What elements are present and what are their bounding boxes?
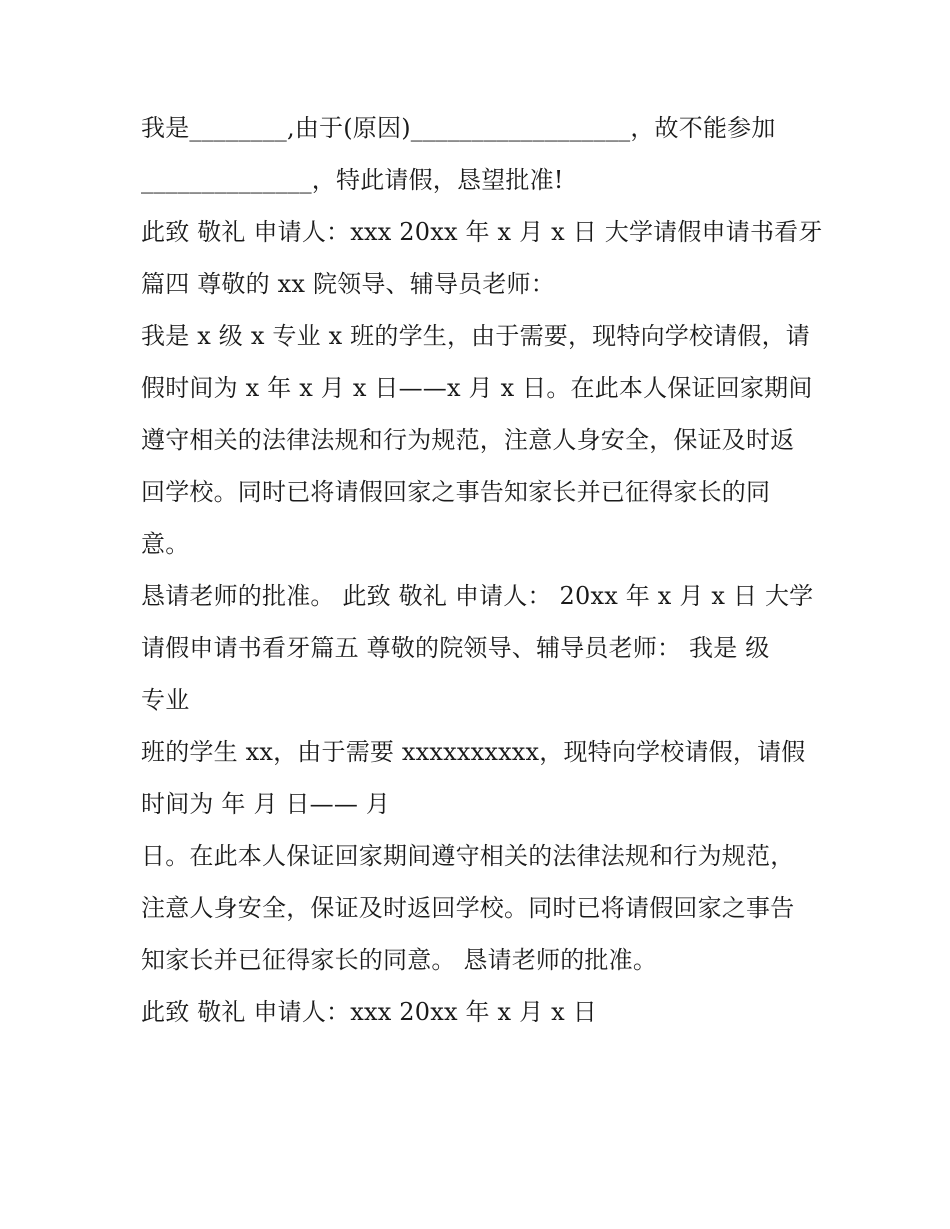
text-line: 注意人身安全，保证及时返回学校。同时已将请假回家之事告 [141, 894, 795, 922]
text-line: 请假申请书看牙篇五 尊敬的院领导、辅导员老师： 我是 级 [141, 634, 770, 662]
text-line: 知家长并已征得家长的同意。 恳请老师的批准。 [141, 946, 658, 974]
text-line: 日。在此本人保证回家期间遵守相关的法律法规和行为规范， [141, 842, 795, 870]
text-line: 篇四 尊敬的 xx 院领导、辅导员老师： [141, 270, 555, 298]
text-line: 遵守相关的法律法规和行为规范，注意人身安全，保证及时返 [141, 426, 795, 454]
text-line: 恳请老师的批准。 此致 敬礼 申请人： 20xx 年 x 月 x 日 大学 [141, 582, 814, 610]
text-line: 班的学生 xx，由于需要 xxxxxxxxxx，现特向学校请假，请假 [141, 738, 806, 766]
text-line: 此致 敬礼 申请人：xxx 20xx 年 x 月 x 日 [141, 998, 597, 1026]
text-line: 假时间为 x 年 x 月 x 日——x 月 x 日。在此本人保证回家期间 [141, 374, 813, 402]
text-line: 此致 敬礼 申请人：xxx 20xx 年 x 月 x 日 大学请假申请书看牙 [141, 218, 823, 246]
document-body [141, 102, 831, 1038]
text-line: ______________，特此请假，恳望批准! [141, 166, 564, 194]
text-line: 时间为 年 月 日—— 月 [141, 790, 391, 818]
text-line: 意。 [141, 530, 190, 558]
text-line: 回学校。同时已将请假回家之事告知家长并已征得家长的同 [141, 478, 771, 506]
text-line: 我是________,由于(原因)__________________，故不能参加 [141, 114, 776, 142]
text-line: 专业 [141, 686, 190, 714]
text-line: 我是 x 级 x 专业 x 班的学生，由于需要，现特向学校请假，请 [141, 322, 810, 350]
